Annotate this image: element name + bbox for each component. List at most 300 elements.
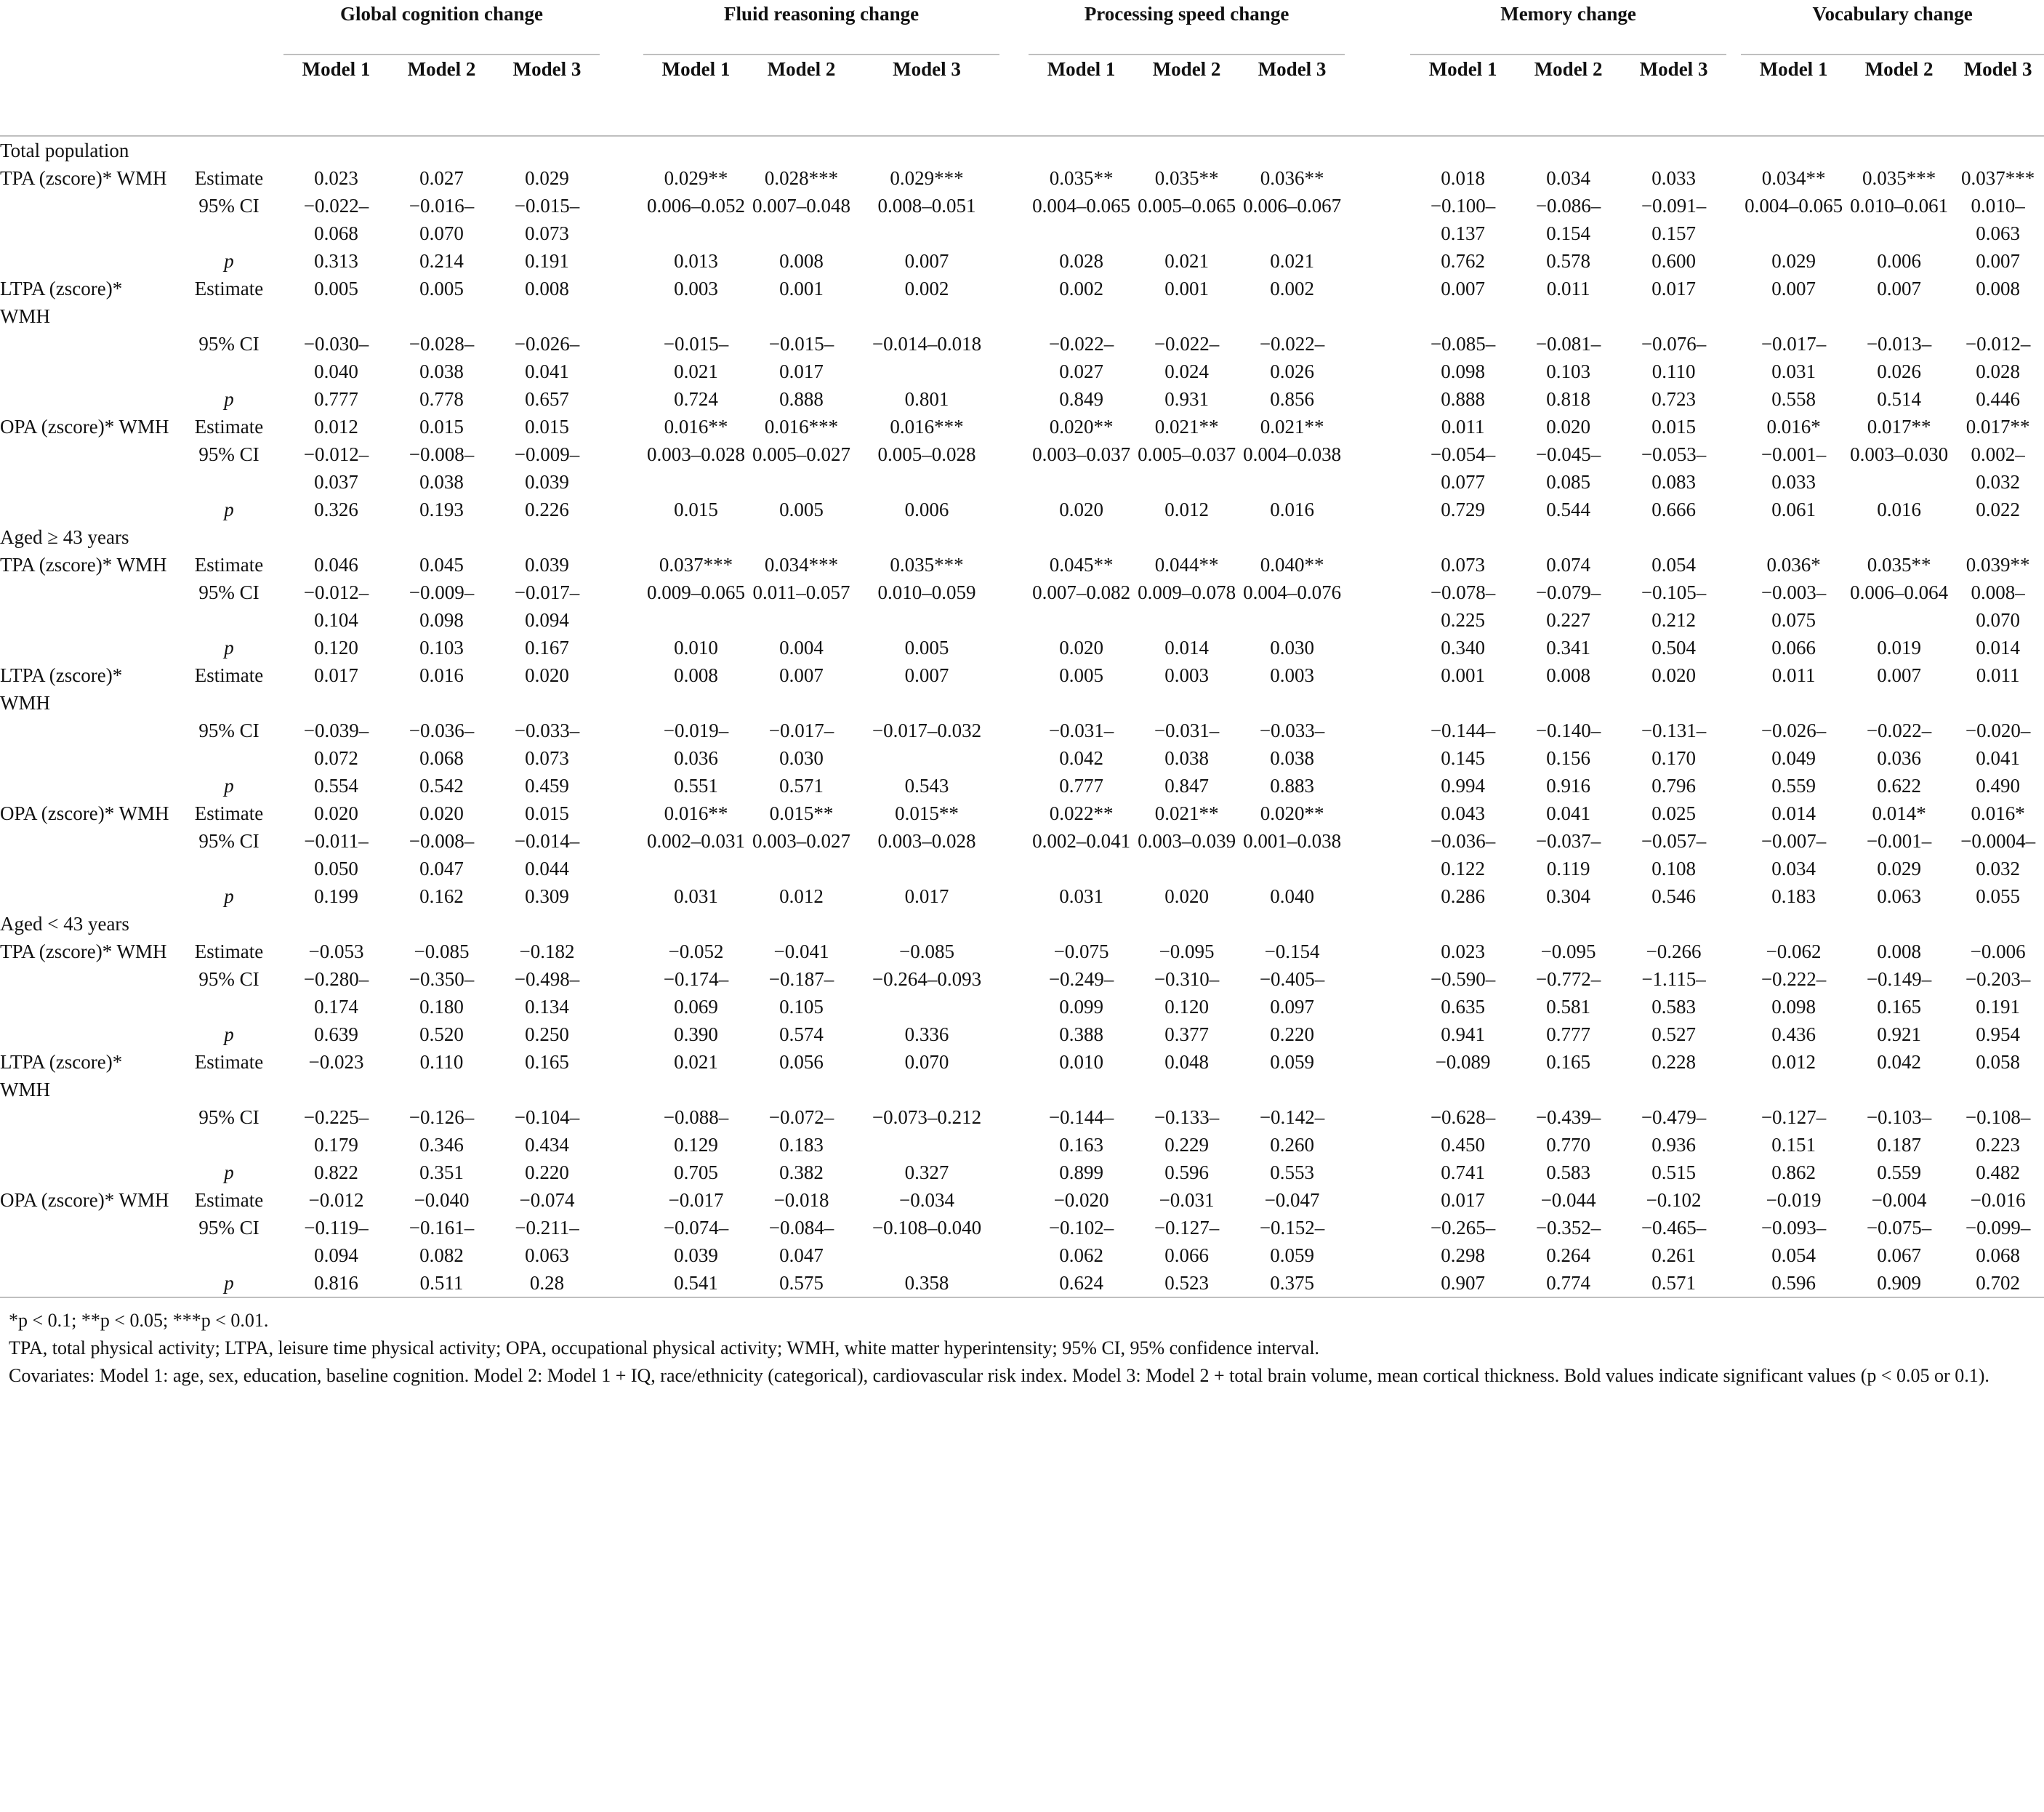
gap-cell	[600, 772, 643, 800]
table-cell: 0.004–0.065	[1032, 195, 1131, 217]
gap-cell	[600, 827, 643, 882]
table-cell: 0.551	[674, 775, 718, 797]
gap-cell	[600, 330, 643, 385]
table-cell: −0.091–0.157	[1641, 195, 1707, 244]
table-cell: 0.011–0.057	[752, 581, 850, 603]
table-cell: 0.007	[779, 664, 824, 686]
table-cell: 0.033	[1651, 167, 1696, 189]
row-label: TPA (zscore)* WMH	[0, 941, 167, 962]
row-label	[0, 827, 174, 882]
gap-cell	[999, 275, 1029, 330]
model-header: Model 2	[1534, 58, 1603, 80]
table-cell: 0.527	[1651, 1023, 1696, 1045]
table-cell: 0.021**	[1154, 416, 1219, 438]
table-cell: −0.057–0.108	[1641, 830, 1707, 879]
table-cell: 0.017	[1441, 1189, 1485, 1211]
table-cell: 0.007	[1976, 250, 2020, 272]
table-cell: −0.498–0.134	[514, 968, 580, 1018]
table-cell: 0.482	[1976, 1161, 2020, 1183]
table-cell: 0.003	[1270, 664, 1314, 686]
table-cell: 0.162	[419, 885, 464, 907]
table-cell: −0.405–0.097	[1259, 968, 1325, 1018]
table-cell: 0.666	[1651, 499, 1696, 520]
table-cell: 0.165	[1546, 1051, 1590, 1073]
table-cell: 0.883	[1270, 775, 1314, 797]
table-cell: −0.072–0.183	[768, 1106, 834, 1156]
gap-cell	[1726, 330, 1741, 385]
table-row	[0, 579, 2044, 634]
table-cell: 0.818	[1546, 388, 1590, 410]
model-header: Model 2	[1152, 58, 1221, 80]
table-cell: −0.031–0.042	[1048, 720, 1114, 769]
table-cell: 0.801	[904, 388, 949, 410]
table-cell: −0.144–0.145	[1430, 720, 1496, 769]
table-cell: 0.559	[1877, 1161, 1921, 1183]
table-cell: −0.126–0.346	[409, 1106, 475, 1156]
table-cell: −0.045–0.085	[1535, 443, 1601, 493]
table-cell: −0.073–0.212	[872, 1106, 982, 1128]
table-cell: −0.014–0.018	[872, 333, 982, 355]
table-cell: −0.018	[773, 1189, 829, 1211]
table-cell: −0.465–0.261	[1641, 1217, 1707, 1266]
table-row	[0, 1103, 2044, 1159]
table-cell: 0.015	[1651, 416, 1696, 438]
table-cell: −0.075–0.067	[1866, 1217, 1932, 1266]
table-cell: 0.006–0.052	[647, 195, 746, 217]
table-row	[0, 247, 2044, 275]
table-cell: 0.023	[1441, 941, 1485, 962]
table-cell: −0.076–0.110	[1641, 333, 1707, 382]
table-cell: 0.002–0.031	[647, 830, 746, 852]
table-row	[0, 1159, 2044, 1186]
table-cell: 0.375	[1270, 1272, 1314, 1294]
gap-cell	[999, 938, 1029, 965]
table-cell: −0.041	[773, 941, 829, 962]
table-cell: 0.005	[314, 278, 358, 299]
section-header-row	[0, 910, 2044, 938]
gap-cell	[999, 330, 1029, 385]
gap-cell	[1726, 275, 1741, 330]
stat-label: p	[224, 775, 234, 797]
gap-cell	[999, 551, 1029, 579]
table-cell: 0.010–0.059	[877, 581, 976, 603]
gap-cell	[600, 1048, 643, 1103]
table-cell: 0.015	[674, 499, 718, 520]
table-cell: 0.954	[1976, 1023, 2020, 1045]
gap-cell	[999, 965, 1029, 1020]
table-cell: −0.074	[519, 1189, 575, 1211]
table-row	[0, 385, 2044, 413]
model-header: Model 2	[1864, 58, 1934, 80]
table-row	[0, 440, 2044, 496]
gap-cell	[1345, 634, 1410, 661]
table-cell: 0.017**	[1867, 416, 1931, 438]
row-label: LTPA (zscore)* WMH	[0, 1051, 123, 1100]
table-cell: 0.214	[419, 250, 464, 272]
table-cell: −0.280–0.174	[303, 968, 369, 1018]
table-cell: −0.086–0.154	[1535, 195, 1601, 244]
row-label	[0, 717, 174, 772]
table-cell: 0.016	[1270, 499, 1314, 520]
table-cell: −0.030–0.040	[303, 333, 369, 382]
table-cell: −0.001–0.033	[1761, 443, 1827, 493]
table-cell: −0.033–0.038	[1259, 720, 1325, 769]
gap-cell	[1345, 717, 1410, 772]
table-cell: −0.020–0.041	[1965, 720, 2031, 769]
table-cell: 0.022	[1976, 499, 2020, 520]
table-cell: −0.062	[1766, 941, 1822, 962]
table-cell: −0.003–0.075	[1761, 581, 1827, 631]
gap-cell	[1345, 1186, 1410, 1214]
stat-label: p	[224, 1023, 234, 1045]
row-label	[0, 1020, 174, 1048]
table-cell: 0.029	[525, 167, 569, 189]
model-header: Model 3	[1963, 58, 2032, 80]
section-header-row	[0, 136, 2044, 164]
gap-cell	[1345, 1020, 1410, 1048]
gap-cell	[1345, 385, 1410, 413]
table-cell: 0.007	[1771, 278, 1816, 299]
table-cell: 0.045**	[1049, 554, 1114, 576]
gap-cell	[1726, 413, 1741, 440]
table-cell: −0.022–0.026	[1259, 333, 1325, 382]
table-cell: 0.741	[1441, 1161, 1485, 1183]
table-cell: 0.001	[1164, 278, 1209, 299]
table-cell: 0.013	[674, 250, 718, 272]
table-cell: 0.016*	[1971, 802, 2025, 824]
table-cell: −0.006	[1970, 941, 2026, 962]
gap-cell	[600, 800, 643, 827]
table-cell: −0.084–0.047	[768, 1217, 834, 1266]
table-row	[0, 275, 2044, 330]
table-cell: 0.006–0.067	[1243, 195, 1342, 217]
table-cell: 0.515	[1651, 1161, 1696, 1183]
gap-cell	[600, 551, 643, 579]
row-label	[0, 1103, 174, 1159]
table-cell: −0.102–0.062	[1048, 1217, 1114, 1266]
table-cell: −0.015–0.021	[663, 333, 729, 382]
table-cell: 0.031	[1059, 885, 1103, 907]
table-row	[0, 661, 2044, 717]
gap-cell	[999, 634, 1029, 661]
row-label: OPA (zscore)* WMH	[0, 1189, 169, 1211]
gap-cell	[1726, 1186, 1741, 1214]
gap-cell	[999, 1159, 1029, 1186]
table-cell: −0.152–0.059	[1259, 1217, 1325, 1266]
gap-cell	[1345, 413, 1410, 440]
table-cell: 0.017	[1651, 278, 1696, 299]
table-cell: 0.042	[1877, 1051, 1921, 1073]
table-cell: 0.035**	[1154, 167, 1219, 189]
gap-cell	[600, 1269, 643, 1297]
table-cell: 0.729	[1441, 499, 1485, 520]
table-cell: 0.165	[525, 1051, 569, 1073]
table-cell: 0.017	[314, 664, 358, 686]
row-label	[0, 1269, 174, 1297]
gap-cell	[1726, 772, 1741, 800]
table-cell: −0.095	[1540, 941, 1596, 962]
table-cell: −0.054–0.077	[1430, 443, 1496, 493]
table-cell: 0.796	[1651, 775, 1696, 797]
stat-label: 95% CI	[198, 720, 259, 741]
table-cell: 0.541	[674, 1272, 718, 1294]
table-row	[0, 938, 2044, 965]
stat-label: p	[224, 637, 234, 659]
row-label	[0, 965, 174, 1020]
table-cell: 0.016	[1877, 499, 1921, 520]
table-cell: 0.048	[1164, 1051, 1209, 1073]
table-cell: −0.008–0.038	[409, 443, 475, 493]
table-cell: 0.041	[1546, 802, 1590, 824]
table-cell: 0.020	[1546, 416, 1590, 438]
gap-cell	[1726, 579, 1741, 634]
table-cell: 0.021	[674, 1051, 718, 1073]
table-cell: 0.005	[779, 499, 824, 520]
table-cell: 0.003–0.028	[647, 443, 746, 465]
table-cell: 0.28	[529, 1272, 565, 1294]
table-row	[0, 164, 2044, 192]
table-cell: −0.108–0.040	[872, 1217, 982, 1239]
table-cell: 0.014	[1976, 637, 2020, 659]
gap-cell	[600, 661, 643, 717]
table-cell: 0.020	[1059, 499, 1103, 520]
table-cell: 0.040**	[1260, 554, 1324, 576]
table-cell: 0.056	[779, 1051, 824, 1073]
table-cell: −0.017	[668, 1189, 724, 1211]
table-cell: −0.081–0.103	[1535, 333, 1601, 382]
gap-cell	[1726, 800, 1741, 827]
table-cell: 0.015	[419, 416, 464, 438]
table-cell: −0.127–0.066	[1154, 1217, 1220, 1266]
row-label	[0, 330, 174, 385]
stat-label: Estimate	[194, 802, 264, 824]
table-cell: 0.639	[314, 1023, 358, 1045]
gap-cell	[999, 1020, 1029, 1048]
table-cell: −0.142–0.260	[1259, 1106, 1325, 1156]
table-cell: 0.250	[525, 1023, 569, 1045]
row-label	[0, 1214, 174, 1269]
table-row	[0, 413, 2044, 440]
table-cell: 0.036**	[1260, 167, 1324, 189]
table-cell: 0.008	[674, 664, 718, 686]
group-header: Memory change	[1500, 3, 1636, 25]
table-cell: 0.015	[525, 802, 569, 824]
table-cell: 0.446	[1976, 388, 2020, 410]
gap-cell	[999, 579, 1029, 634]
table-cell: 0.941	[1441, 1023, 1485, 1045]
table-cell: 0.571	[1651, 1272, 1696, 1294]
table-cell: 0.228	[1651, 1051, 1696, 1073]
table-cell: −0.012–0.028	[1965, 333, 2031, 382]
footnotes	[9, 1307, 1993, 1390]
model-header: Model 3	[893, 58, 961, 80]
table-cell: 0.358	[904, 1272, 949, 1294]
table-cell: 0.011	[1546, 278, 1590, 299]
table-cell: −0.104–0.434	[514, 1106, 580, 1156]
gap-cell	[1726, 1269, 1741, 1297]
gap-cell	[1726, 1020, 1741, 1048]
table-cell: 0.017	[904, 885, 949, 907]
gap-cell	[600, 1214, 643, 1269]
stat-label: Estimate	[194, 941, 264, 962]
table-cell: −0.039–0.072	[303, 720, 369, 769]
gap-cell	[1345, 164, 1410, 192]
table-cell: 0.622	[1877, 775, 1921, 797]
table-cell: −0.004	[1871, 1189, 1927, 1211]
row-label	[0, 496, 174, 523]
table-row	[0, 1048, 2044, 1103]
model-header: Model 1	[1428, 58, 1497, 80]
table-cell: −0.225–0.179	[303, 1106, 369, 1156]
table-cell: 0.029**	[664, 167, 728, 189]
table-cell: 0.899	[1059, 1161, 1103, 1183]
stat-label: 95% CI	[198, 333, 259, 355]
gap-cell	[999, 717, 1029, 772]
table-cell: 0.073	[1441, 554, 1485, 576]
row-label: OPA (zscore)* WMH	[0, 802, 169, 824]
gap-cell	[999, 1048, 1029, 1103]
gap-cell	[1345, 1103, 1410, 1159]
row-label	[0, 192, 174, 247]
model-header: Model 3	[512, 58, 582, 80]
gap-cell	[1345, 661, 1410, 717]
gap-cell	[600, 1159, 643, 1186]
gap-cell	[1345, 1048, 1410, 1103]
stat-label: 95% CI	[198, 443, 259, 465]
row-label	[0, 440, 174, 496]
table-cell: 0.862	[1771, 1161, 1816, 1183]
table-cell: 0.559	[1771, 775, 1816, 797]
table-cell: −0.203–0.191	[1965, 968, 2031, 1018]
table-cell: 0.003–0.030	[1850, 443, 1949, 465]
table-cell: 0.390	[674, 1023, 718, 1045]
table-cell: 0.030	[1270, 637, 1314, 659]
stat-label: 95% CI	[198, 1217, 259, 1239]
table-cell: 0.723	[1651, 388, 1696, 410]
gap-cell	[1345, 330, 1410, 385]
stat-label: Estimate	[194, 416, 264, 438]
table-cell: 0.436	[1771, 1023, 1816, 1045]
table-cell: −0.014–0.044	[514, 830, 580, 879]
table-cell: −0.479–0.936	[1641, 1106, 1707, 1156]
model-header: Model 1	[661, 58, 731, 80]
table-cell: 0.005–0.037	[1138, 443, 1236, 465]
table-cell: −0.131–0.170	[1641, 720, 1707, 769]
table-cell: 0.351	[419, 1161, 464, 1183]
table-cell: 0.004	[779, 637, 824, 659]
gap-cell	[999, 1103, 1029, 1159]
table-cell: 0.856	[1270, 388, 1314, 410]
table-cell: 0.994	[1441, 775, 1485, 797]
table-cell: −0.102	[1646, 1189, 1702, 1211]
table-cell: 0.028***	[764, 167, 839, 189]
table-cell: 0.520	[419, 1023, 464, 1045]
table-cell: 0.005	[419, 278, 464, 299]
gap-cell	[999, 440, 1029, 496]
table-cell: −0.085–0.098	[1430, 333, 1496, 382]
table-cell: 0.014	[1164, 637, 1209, 659]
table-cell: −0.033–0.073	[514, 720, 580, 769]
table-cell: 0.010–0.061	[1850, 195, 1949, 217]
table-cell: 0.003–0.028	[877, 830, 976, 852]
gap-cell	[1345, 1159, 1410, 1186]
model-header-row	[0, 55, 2044, 136]
table-cell: 0.020	[525, 664, 569, 686]
gap-cell	[999, 164, 1029, 192]
table-cell: 0.554	[314, 775, 358, 797]
table-cell: 0.596	[1164, 1161, 1209, 1183]
gap-cell	[600, 496, 643, 523]
table-cell: 0.511	[419, 1272, 464, 1294]
gap-cell	[1345, 275, 1410, 330]
table-cell: −0.119–0.094	[304, 1217, 369, 1266]
table-cell: 0.005–0.065	[1138, 195, 1236, 217]
row-label	[0, 579, 174, 634]
table-cell: 0.004–0.076	[1243, 581, 1342, 603]
group-header: Global cognition change	[340, 3, 544, 25]
table-cell: 0.066	[1771, 637, 1816, 659]
table-cell: 0.571	[779, 775, 824, 797]
table-row	[0, 192, 2044, 247]
table-cell: −0.031	[1159, 1189, 1215, 1211]
table-cell: −0.028–0.038	[409, 333, 475, 382]
gap-cell	[600, 1020, 643, 1048]
table-cell: 0.002–0.041	[1032, 830, 1131, 852]
table-row	[0, 965, 2044, 1020]
gap-cell	[1726, 965, 1741, 1020]
row-label: LTPA (zscore)* WMH	[0, 664, 123, 714]
table-cell: 0.021**	[1154, 802, 1219, 824]
table-cell: −0.100–0.137	[1430, 195, 1496, 244]
table-cell: −0.772–0.581	[1535, 968, 1601, 1018]
table-cell: 0.063	[1877, 885, 1921, 907]
table-cell: 0.326	[314, 499, 358, 520]
gap-cell	[600, 634, 643, 661]
gap-cell	[1345, 772, 1410, 800]
table-cell: −0.187–0.105	[768, 968, 834, 1018]
gap-cell	[1345, 496, 1410, 523]
row-label	[0, 1159, 174, 1186]
table-cell: 0.015**	[769, 802, 834, 824]
table-cell: 0.045	[419, 554, 464, 576]
table-cell: 0.001–0.038	[1243, 830, 1342, 852]
stat-label: p	[224, 1272, 234, 1294]
table-cell: −0.011–0.050	[304, 830, 369, 879]
table-cell: −0.0004–0.032	[1960, 830, 2036, 879]
row-label	[0, 882, 174, 910]
gap-cell	[1726, 164, 1741, 192]
stat-label: 95% CI	[198, 581, 259, 603]
row-label	[0, 634, 174, 661]
gap-cell	[600, 965, 643, 1020]
section-header-row	[0, 523, 2044, 551]
table-cell: 0.220	[1270, 1023, 1314, 1045]
gap-cell	[1345, 440, 1410, 496]
table-cell: 0.003	[674, 278, 718, 299]
gap-cell	[999, 827, 1029, 882]
table-cell: 0.020	[1164, 885, 1209, 907]
table-cell: 0.010	[674, 637, 718, 659]
gap-cell	[1726, 882, 1741, 910]
table-cell: −0.036–0.068	[409, 720, 475, 769]
table-cell: 0.022**	[1049, 802, 1114, 824]
table-cell: 0.226	[525, 499, 569, 520]
gap-cell	[999, 1214, 1029, 1269]
table-cell: −0.350–0.180	[409, 968, 475, 1018]
table-cell: 0.008	[779, 250, 824, 272]
table-cell: 0.006–0.064	[1850, 581, 1949, 603]
table-row	[0, 551, 2044, 579]
